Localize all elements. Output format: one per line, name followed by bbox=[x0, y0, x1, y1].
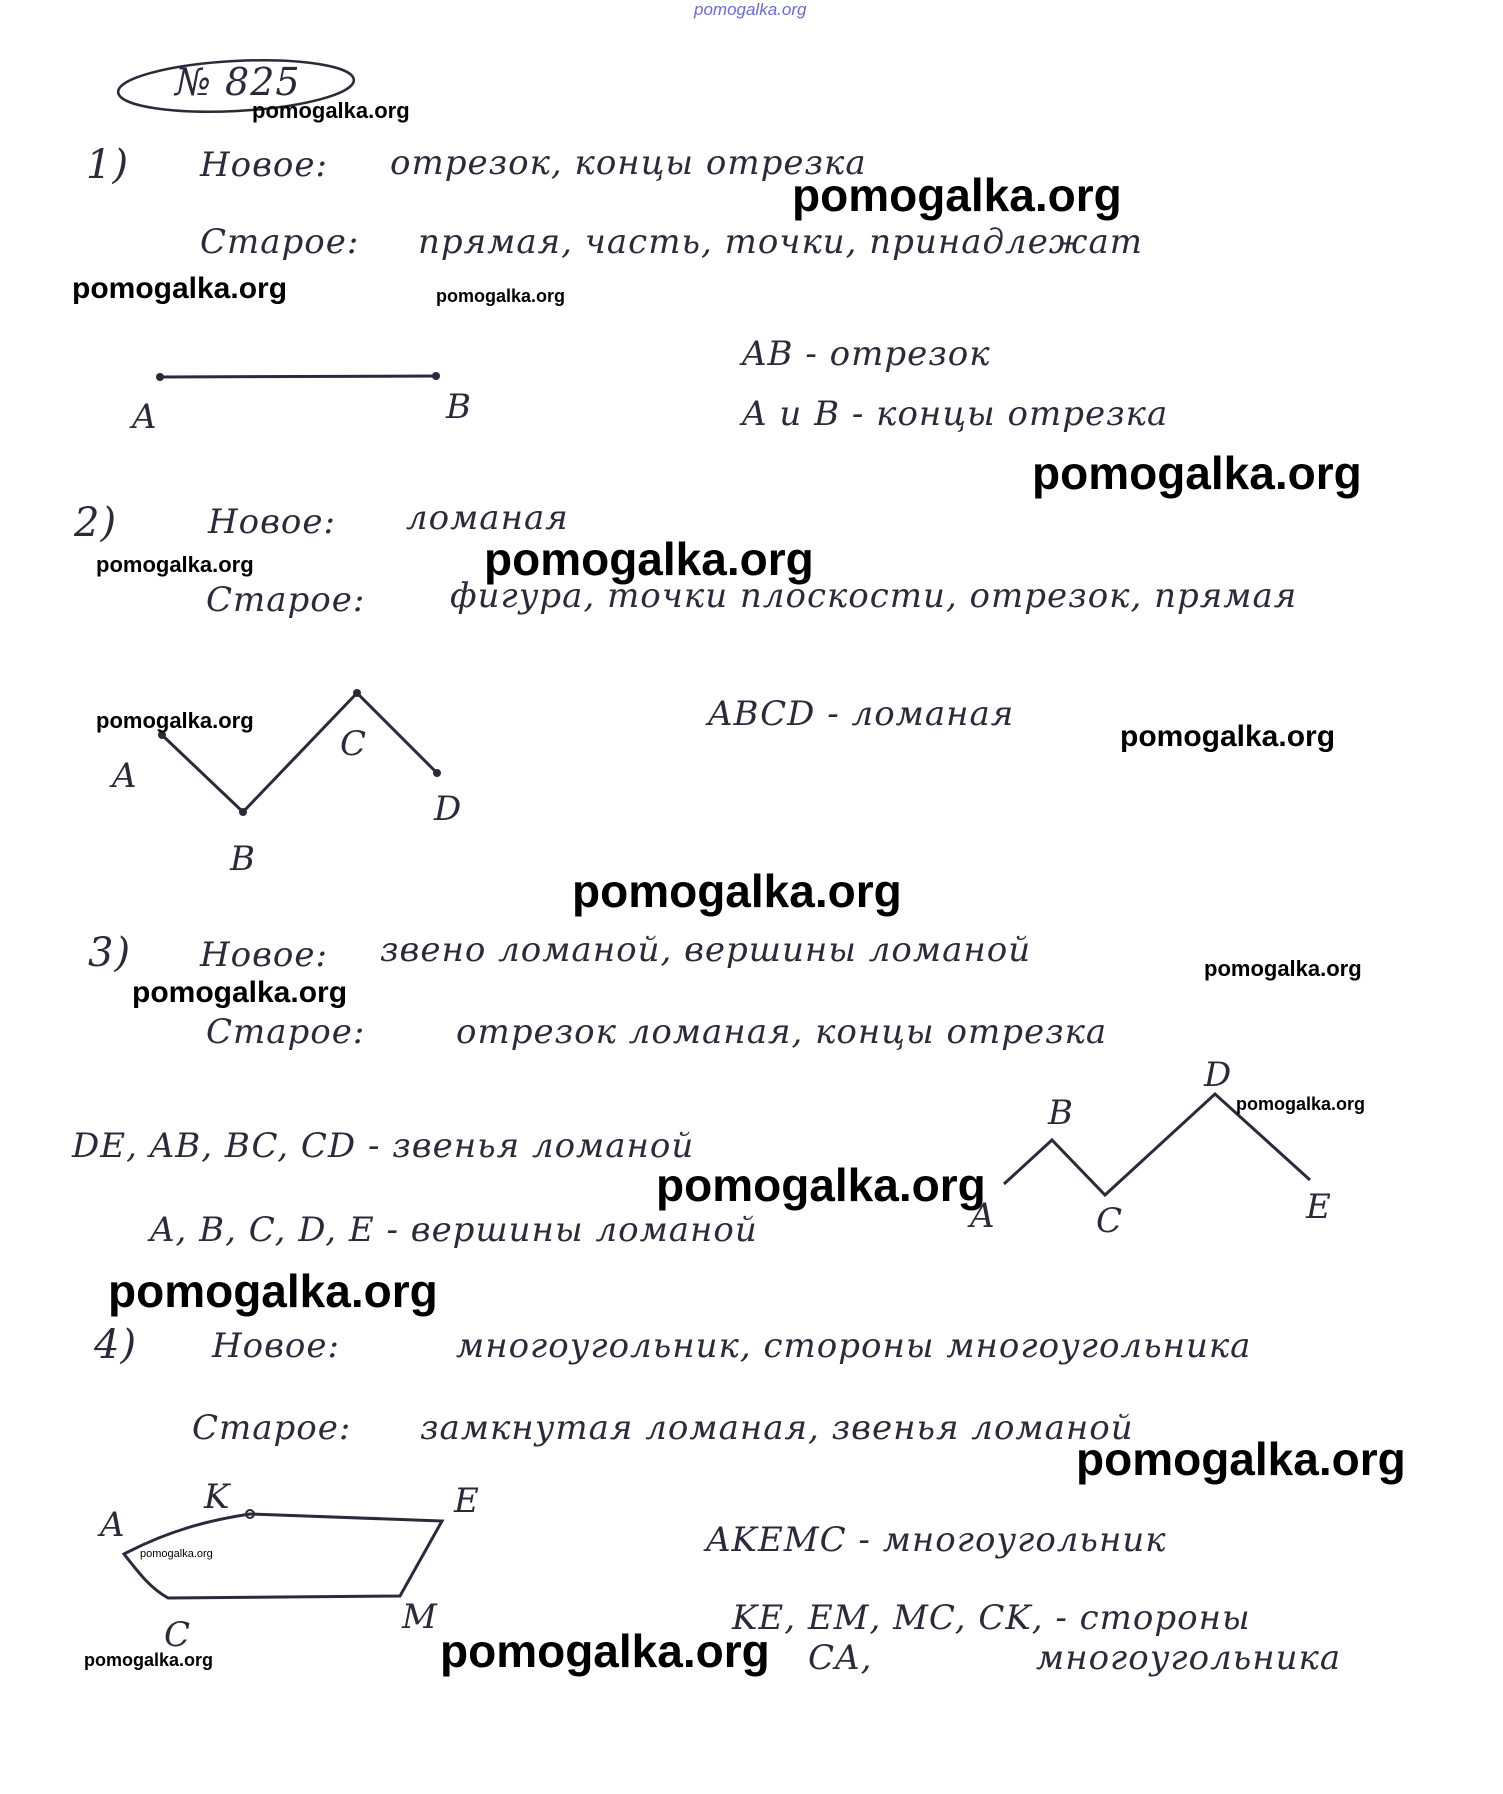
section-1-note-1: AB - отрезок bbox=[742, 334, 991, 374]
section-4-note-3: CA, bbox=[808, 1638, 873, 1678]
point-B-label: B bbox=[1048, 1093, 1073, 1133]
section-2-new-label: Новое: bbox=[208, 502, 336, 542]
section-4-note-4: многоугольника bbox=[1036, 1638, 1342, 1678]
point-A-label: A bbox=[112, 756, 137, 796]
task-number: № 825 bbox=[175, 60, 301, 104]
watermark: pomogalka.org bbox=[792, 169, 1122, 221]
point-D-label: D bbox=[434, 789, 462, 829]
watermark: pomogalka.org bbox=[484, 533, 814, 585]
point-A-label: A bbox=[970, 1196, 995, 1236]
section-4-new-label: Новое: bbox=[212, 1326, 340, 1366]
watermark: pomogalka.org bbox=[656, 1159, 986, 1211]
section-4-note-1: AKEMC - многоугольник bbox=[706, 1520, 1167, 1560]
watermark: pomogalka.org bbox=[84, 1650, 214, 1670]
watermark: pomogalka.org bbox=[436, 286, 566, 306]
watermark: pomogalka.org bbox=[1236, 1094, 1366, 1114]
point-C-label: C bbox=[340, 724, 367, 764]
watermark: pomogalka.org bbox=[140, 1548, 213, 1560]
section-3-note-2: A, B, C, D, E - вершины ломаной bbox=[150, 1210, 758, 1250]
watermark: pomogalka.org bbox=[1120, 720, 1336, 753]
watermark: pomogalka.org bbox=[252, 98, 410, 123]
watermark: pomogalka.org bbox=[1076, 1433, 1406, 1485]
watermark: pomogalka.org bbox=[96, 708, 254, 733]
point-E-label: E bbox=[1306, 1187, 1331, 1227]
section-2-old-text: фигура, точки плоскости, отрезок, прямая bbox=[450, 576, 1298, 616]
point-C-label: C bbox=[1096, 1201, 1123, 1241]
point-D-label: D bbox=[1204, 1055, 1232, 1095]
section-3-number: 3) bbox=[88, 930, 132, 976]
watermark: pomogalka.org bbox=[1204, 956, 1362, 981]
watermark-top: pomogalka.org bbox=[694, 0, 807, 19]
section-2-old-label: Старое: bbox=[206, 580, 366, 620]
watermark: pomogalka.org bbox=[72, 272, 288, 305]
section-4-new-text: многоугольник, стороны многоугольника bbox=[456, 1326, 1252, 1366]
section-1-old-label: Старое: bbox=[200, 222, 360, 262]
point-B-label: B bbox=[446, 387, 471, 427]
section-1-note-2: A и B - концы отрезка bbox=[742, 394, 1169, 434]
watermark: pomogalka.org bbox=[108, 1265, 438, 1317]
section-3-old-text: отрезок ломаная, концы отрезка bbox=[456, 1012, 1108, 1052]
point-A-label: A bbox=[132, 397, 157, 437]
point-B-label: B bbox=[230, 839, 255, 879]
watermark: pomogalka.org bbox=[440, 1625, 770, 1677]
point-A-label: A bbox=[100, 1505, 125, 1545]
watermark: pomogalka.org bbox=[132, 976, 348, 1009]
section-4-number: 4) bbox=[94, 1322, 138, 1368]
point-C-label: C bbox=[164, 1615, 191, 1655]
section-1-old-text: прямая, часть, точки, принадлежат bbox=[418, 222, 1143, 262]
point-E-label: E bbox=[454, 1481, 479, 1521]
watermark: pomogalka.org bbox=[572, 865, 902, 917]
section-4-old-label: Старое: bbox=[192, 1408, 352, 1448]
section-2-number: 2) bbox=[74, 500, 118, 546]
section-3-new-text: звено ломаной, вершины ломаной bbox=[380, 930, 1032, 970]
section-1-number: 1) bbox=[86, 142, 130, 188]
point-M-label: M bbox=[402, 1597, 437, 1637]
section-2-note-1: ABCD - ломаная bbox=[708, 694, 1015, 734]
section-4-old-text: замкнутая ломаная, звенья ломаной bbox=[420, 1408, 1134, 1448]
section-3-old-label: Старое: bbox=[206, 1012, 366, 1052]
section-3-new-label: Новое: bbox=[200, 935, 328, 975]
section-4-note-2: KE, EM, MC, CK, - стороны bbox=[732, 1598, 1251, 1638]
section-1-new-text: отрезок, концы отрезка bbox=[390, 143, 867, 183]
section-3-note-1: DE, AB, BC, CD - звенья ломаной bbox=[72, 1126, 695, 1166]
section-2-new-text: ломаная bbox=[406, 498, 569, 538]
section-1-new-label: Новое: bbox=[200, 145, 328, 185]
point-K-label: K bbox=[204, 1477, 230, 1517]
watermark: pomogalka.org bbox=[1032, 447, 1362, 499]
watermark: pomogalka.org bbox=[96, 552, 254, 577]
